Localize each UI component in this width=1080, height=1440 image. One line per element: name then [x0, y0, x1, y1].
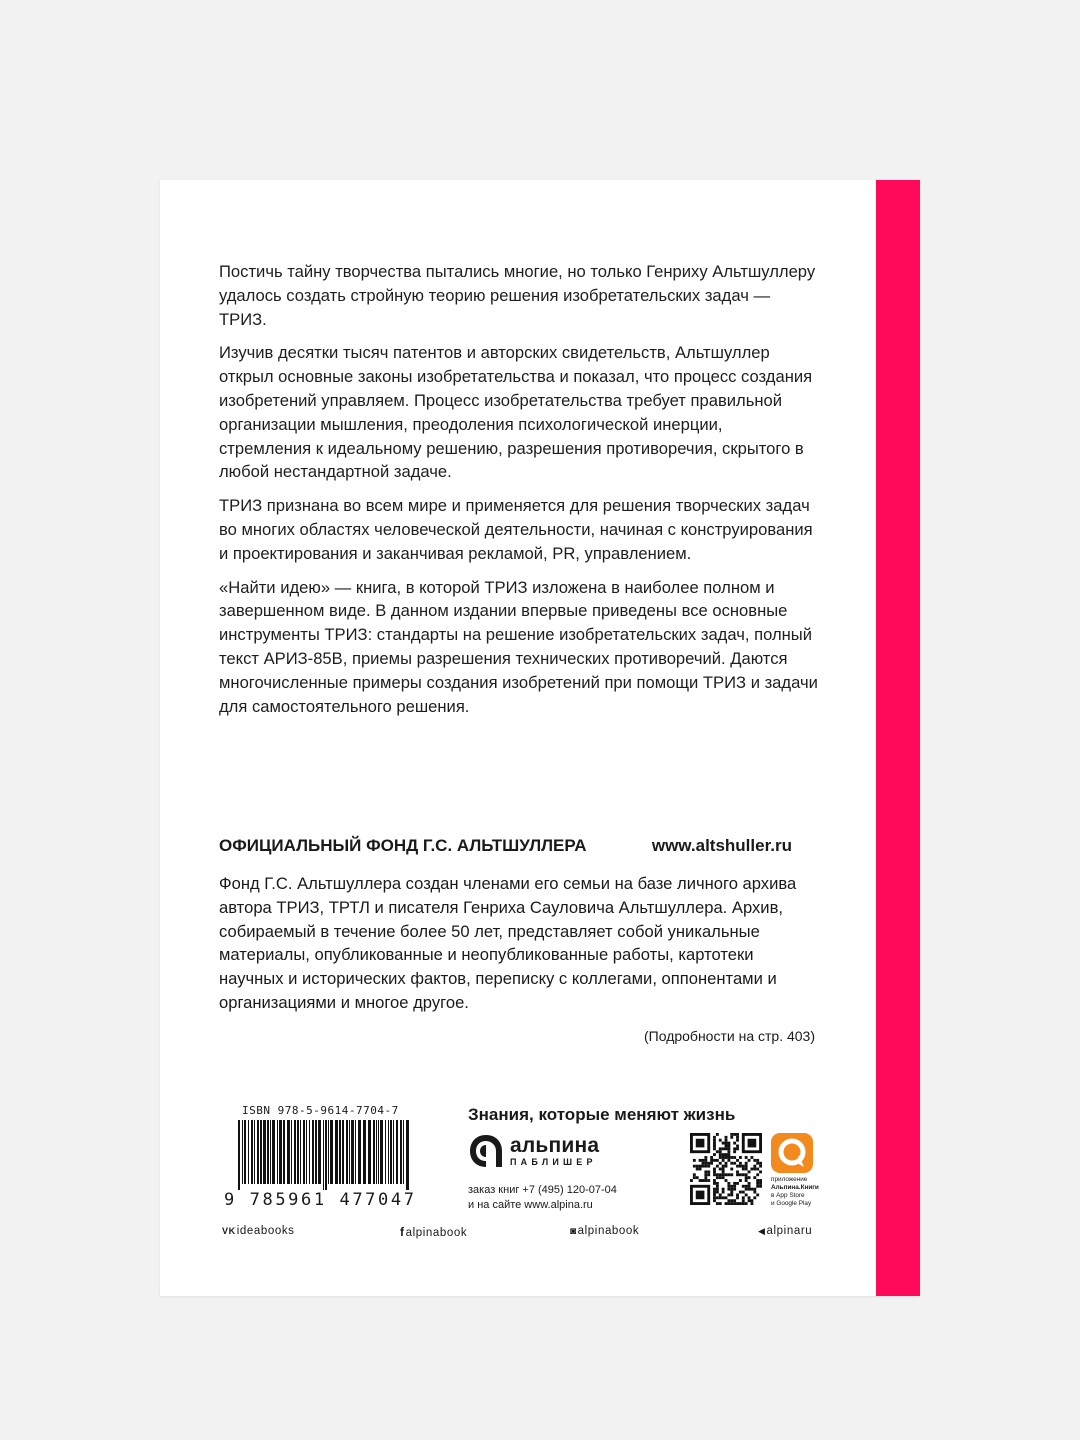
- google-play-label: и Google Play: [771, 1200, 812, 1207]
- fund-description: Фонд Г.С. Альтшуллера создан членами его семьи на базе личного архива автора ТРИЗ, ТРТЛ и писателя Генриха Сауловича Альтшуллера. Архив, собираемый в течение более 50 лет, представляет собой уникальные материалы, опубликованные и неопубликованные работы, картотеки научных и исторических фактов, переписку с коллегами, оппонентами и организациями и многое другое.: [219, 874, 797, 1012]
- telegram-icon: ◀: [758, 1226, 766, 1236]
- alpina-logo-icon: [468, 1133, 504, 1169]
- app-store-label: в App Store: [771, 1192, 805, 1199]
- social-link-telegram[interactable]: [758, 1225, 812, 1237]
- isbn-label: ISBN 978-5-9614-7704-7: [242, 1104, 399, 1117]
- app-name: Альпина.Книги: [771, 1184, 819, 1191]
- isbn-barcode: [238, 1120, 412, 1190]
- vk-icon: VK: [222, 1226, 236, 1236]
- social-link-instagram[interactable]: [570, 1225, 639, 1237]
- publisher-subtitle: ПАБЛИШЕР: [510, 1157, 597, 1167]
- accent-stripe: [876, 180, 920, 1296]
- qr-code: [690, 1133, 762, 1205]
- barcode-digits: 9 785961 477047: [224, 1190, 417, 1210]
- app-store-info: [771, 1176, 831, 1208]
- social-link-facebook[interactable]: [400, 1225, 467, 1239]
- order-info: [468, 1183, 617, 1213]
- social-handle: alpinabook: [577, 1225, 640, 1237]
- publisher-slogan: Знания, которые меняют жизнь: [468, 1105, 736, 1124]
- book-back-cover: [160, 180, 920, 1296]
- description-paragraph: Изучив десятки тысяч патентов и авторских свидетельств, Альтшуллер открыл основные законы изобретательства и показал, что процесс создания изобретений управляем. Процесс изобретательства требует правильной организации мышления, преодоления психологической инерции, стремления к идеальному решению, разрешения противоречия, скрытого в любой нестандартной задаче.: [219, 343, 813, 482]
- page-reference-note: (Подробности на стр. 403): [643, 1028, 815, 1044]
- order-phone: заказ книг +7 (495) 120-07-04: [468, 1184, 617, 1196]
- description-paragraph: «Найти идею» — книга, в которой ТРИЗ изложена в наиболее полном и завершенном виде. В данном издании впервые приведены все основные инструменты ТРИЗ: стандарты на решение изобретательских задач, полный текст АРИЗ-85В, приемы разрешения технических противоречий. Даются многочисленные примеры создания изобретений при помощи ТРИЗ и задачи для самостоятельного решения.: [219, 577, 818, 716]
- order-website: и на сайте www.alpina.ru: [468, 1199, 593, 1211]
- social-link-vk[interactable]: [222, 1225, 295, 1237]
- social-handle: alpinabook: [405, 1227, 468, 1239]
- description-paragraph: Постичь тайну творчества пытались многие, но только Генриху Альтшуллеру удалось создать стройную теорию решения изобретательских задач — ТРИЗ.: [219, 262, 816, 329]
- publisher-logo: [468, 1133, 599, 1169]
- app-label: приложение: [771, 1176, 808, 1183]
- social-handle: ideabooks: [236, 1225, 295, 1237]
- social-handle: alpinaru: [766, 1225, 813, 1237]
- fund-website: www.altshuller.ru: [651, 836, 792, 855]
- facebook-icon: f: [400, 1225, 405, 1239]
- alpina-app-icon: [771, 1133, 813, 1173]
- fund-heading: ОФИЦИАЛЬНЫЙ ФОНД Г.С. АЛЬТШУЛЛЕРА: [219, 836, 587, 855]
- fund-header: [219, 836, 792, 856]
- publisher-name: альпина: [510, 1134, 600, 1157]
- description-paragraph: ТРИЗ признана во всем мире и применяется для решения творческих задач во многих областях человеческой деятельности, начиная с конструирования и проектирования и заканчивая рекламой, PR, управлением.: [219, 496, 813, 563]
- instagram-icon: ◙: [570, 1226, 577, 1237]
- social-links: [222, 1225, 822, 1239]
- description: [219, 260, 819, 728]
